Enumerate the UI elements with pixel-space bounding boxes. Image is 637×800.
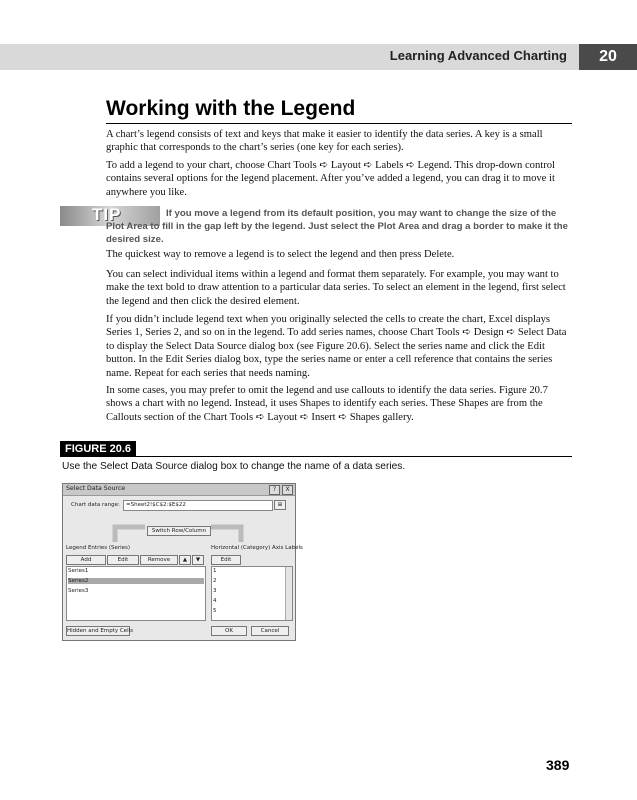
title-rule xyxy=(106,123,572,124)
series-listbox[interactable] xyxy=(66,566,206,621)
ok-button[interactable] xyxy=(211,626,247,636)
add-series-button[interactable] xyxy=(66,555,106,565)
edit-axis-labels-button[interactable] xyxy=(211,555,241,565)
cancel-button[interactable] xyxy=(251,626,289,636)
paragraph-3: The quickest way to remove a legend is to select the legend and then press Delete. xyxy=(106,249,455,260)
list-item[interactable]: 5 xyxy=(213,608,217,614)
move-up-button[interactable] xyxy=(179,555,191,565)
axis-labels-label: Horizontal (Category) Axis Labels xyxy=(211,545,303,551)
figure-label: FIGURE 20.6 xyxy=(60,441,136,457)
running-header-title: Learning Advanced Charting xyxy=(389,48,567,63)
add-series-label: Add xyxy=(80,557,92,563)
axis-scrollbar[interactable] xyxy=(285,567,292,620)
dialog-title: Select Data Source xyxy=(66,485,126,492)
list-item[interactable]: 4 xyxy=(213,598,217,604)
figure-rule xyxy=(60,456,572,457)
move-down-button[interactable] xyxy=(192,555,204,565)
switch-row-column-label: Switch Row/Column xyxy=(151,528,207,534)
chart-data-range-value: =Sheet2!$C$2:$E$22 xyxy=(126,502,186,508)
hidden-empty-cells-button[interactable] xyxy=(66,626,133,636)
cancel-label: Cancel xyxy=(260,628,280,634)
list-item[interactable]: 2 xyxy=(213,578,217,584)
close-button[interactable]: X xyxy=(282,485,293,495)
chapter-number: 20 xyxy=(579,44,637,70)
tip-text: If you move a legend from its default position, you may want to change the size of the Plot Area to fill in the gap left by the legend. Just select the Plot Area and drag a border to make it the desired size. xyxy=(106,208,569,245)
list-item[interactable]: Series1 xyxy=(68,568,89,574)
dialog-title-bar xyxy=(63,484,295,496)
chart-data-range-label: Chart data range: xyxy=(71,502,120,508)
remove-series-button[interactable] xyxy=(140,555,178,565)
list-item[interactable]: 1 xyxy=(213,568,217,574)
section-title: Working with the Legend xyxy=(106,97,356,120)
paragraph-5: If you didn’t include legend text when you originally selected the cells to create the chart, Excel displays Series 1, Series 2, and so on in the legend. To add series names, choose Chart Tools ➪ Design ➪ Select Data to display the Select Data Source dialog box (see Figure 20.6). Select the series name and click the Edit button. In the Edit Series dialog box, type the series name or enter a cell reference that contains the series name. Repeat for each series that needs naming. xyxy=(106,314,567,379)
edit-series-button[interactable] xyxy=(107,555,139,565)
axis-labels-listbox[interactable] xyxy=(211,566,293,621)
ok-label: OK xyxy=(225,628,233,634)
move-down-icon: ▼ xyxy=(195,557,201,563)
list-item[interactable]: Series2 xyxy=(68,578,204,584)
list-item[interactable]: Series3 xyxy=(68,588,89,594)
legend-entries-label: Legend Entries (Series) xyxy=(66,545,131,551)
page-number: 389 xyxy=(546,757,570,773)
list-item[interactable]: 3 xyxy=(213,588,217,594)
paragraph-2: To add a legend to your chart, choose Chart Tools ➪ Layout ➪ Labels ➪ Legend. This drop-down control contains several options for the legend placement. After you’ve added a legend, you can drag it to move it anywhere you like. xyxy=(106,160,555,198)
switch-row-column-button[interactable] xyxy=(147,526,211,536)
hidden-empty-cells-label: Hidden and Empty Cells xyxy=(67,628,133,634)
move-up-icon: ▲ xyxy=(182,557,188,563)
edit-axis-labels-label: Edit xyxy=(220,557,232,563)
collapse-range-icon[interactable]: ⊞ xyxy=(274,500,286,510)
edit-series-label: Edit xyxy=(117,557,129,563)
chart-data-range-input[interactable] xyxy=(123,500,273,511)
remove-series-label: Remove xyxy=(147,557,171,563)
select-data-source-dialog xyxy=(62,483,303,641)
paragraph-6: In some cases, you may prefer to omit the legend and use callouts to identify the data series. Figure 20.7 shows a chart with no legend. Instead, it uses Shapes to identify each series. These Shapes are from the Callouts section of the Chart Tools ➪ Layout ➪ Insert ➪ Shapes gallery. xyxy=(106,385,548,423)
tip-label: TIP xyxy=(92,205,122,224)
paragraph-4: You can select individual items within a legend and format them separately. For example, you may want to make the text bold to draw attention to a particular data series. To select an element in the legend, first select the legend and then click the desired element. xyxy=(106,269,566,307)
paragraph-1: A chart’s legend consists of text and keys that make it easier to identify the data series. A key is a small graphic that corresponds to the chart’s series (one key for each series). xyxy=(106,129,543,154)
help-button[interactable]: ? xyxy=(269,485,280,495)
figure-caption: Use the Select Data Source dialog box to change the name of a data series. xyxy=(62,461,406,472)
